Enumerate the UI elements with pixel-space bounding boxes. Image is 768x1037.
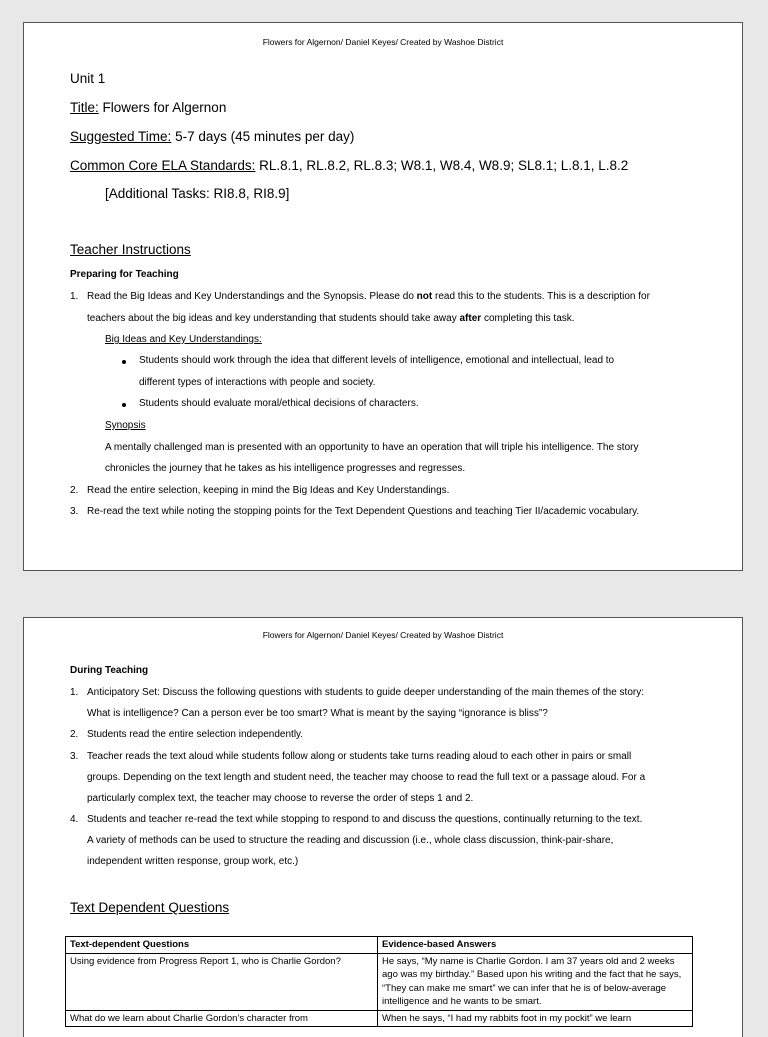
title-value: Flowers for Algernon <box>98 100 227 115</box>
during-step-3-line-1: Teacher reads the text aloud while students follow along or students take turns reading aloud to each other in pairs or small <box>87 751 632 762</box>
bullet-1-line-1: Students should work through the idea that different levels of intelligence, emotional and intellectual, lead to <box>139 355 615 366</box>
synopsis-line-1: A mentally challenged man is presented with an opportunity to have an operation that will triple his intelligence. The story <box>105 442 639 453</box>
during-step-3-line-3: particularly complex text, the teacher may choose to reverse the order of steps 1 and 2. <box>87 793 474 804</box>
step-3: Re-read the text while noting the stopping points for the Text Dependent Questions and teaching Tier II/academic vocabulary. <box>87 506 640 517</box>
answer-cell: When he says, “I had my rabbits foot in my pockit” we learn <box>378 1010 693 1027</box>
question-cell: Using evidence from Progress Report 1, who is Charlie Gordon? <box>66 953 378 1010</box>
during-step-2-number: 2. <box>70 729 79 740</box>
suggested-time-value: 5-7 days (45 minutes per day) <box>171 129 355 144</box>
document-page-1 <box>23 22 743 571</box>
during-step-3-line-2: groups. Depending on the text length and student need, the teacher may choose to read the full text or a passage aloud. For a <box>87 772 646 783</box>
text-dependent-questions-heading: Text Dependent Questions <box>70 900 230 915</box>
title-line <box>70 100 226 115</box>
step-1-line-1 <box>87 291 650 302</box>
during-step-4-line-3: independent written response, group work, etc.) <box>87 856 299 867</box>
during-step-1-number: 1. <box>70 687 79 698</box>
page-header: Flowers for Algernon/ Daniel Keyes/ Created by Washoe District <box>262 630 504 640</box>
title-label: Title: <box>70 100 99 115</box>
suggested-time-label: Suggested Time: <box>70 129 172 144</box>
document-page-2 <box>23 617 743 1037</box>
synopsis-heading: Synopsis <box>105 420 146 431</box>
page-header: Flowers for Algernon/ Daniel Keyes/ Created by Washoe District <box>262 37 504 47</box>
during-teaching-heading: During Teaching <box>70 665 149 676</box>
table-row <box>66 953 693 1010</box>
during-step-4-line-1: Students and teacher re-read the text while stopping to respond to and discuss the questions, continually returning to the text. <box>87 814 643 825</box>
bullet-2: Students should evaluate moral/ethical decisions of characters. <box>139 398 419 409</box>
step-1-not: not <box>416 291 433 302</box>
step-1-line-2-b: completing this task. <box>481 313 575 324</box>
during-step-4-number: 4. <box>70 814 79 825</box>
standards-value: RL.8.1, RL.8.2, RL.8.3; W8.1, W8.4, W8.9; SL8.1; L.8.1, L.8.2 <box>255 158 629 173</box>
bullet-1-line-2: different types of interactions with people and society. <box>139 377 376 388</box>
during-step-1-line-2: What is intelligence? Can a person ever be too smart? What is meant by the saying “ignorance is bliss”? <box>87 708 548 719</box>
preparing-heading: Preparing for Teaching <box>70 269 179 280</box>
during-step-3-number: 3. <box>70 751 79 762</box>
step-2-number: 2. <box>70 485 79 496</box>
step-1-line-2 <box>87 313 575 324</box>
step-2: Read the entire selection, keeping in mind the Big Ideas and Key Understandings. <box>87 485 450 496</box>
table-header-row <box>66 937 693 954</box>
during-step-1-line-1: Anticipatory Set: Discuss the following questions with students to guide deeper understanding of the main themes of the story: <box>87 687 644 698</box>
unit-label: Unit 1 <box>70 71 106 86</box>
big-ideas-heading: Big Ideas and Key Understandings: <box>105 334 262 345</box>
teacher-instructions-heading: Teacher Instructions <box>70 242 191 257</box>
suggested-time-line <box>70 129 354 144</box>
column-header-questions: Text-dependent Questions <box>66 937 378 954</box>
table-row <box>66 1010 693 1027</box>
during-step-4-line-2: A variety of methods can be used to structure the reading and discussion (i.e., whole class discussion, think-pair-share, <box>87 835 614 846</box>
additional-tasks: [Additional Tasks: RI8.8, RI8.9] <box>105 186 290 201</box>
text-dependent-questions-table <box>65 936 693 1027</box>
question-cell: What do we learn about Charlie Gordon’s character from <box>66 1010 378 1027</box>
standards-line <box>70 158 628 173</box>
standards-label: Common Core ELA Standards: <box>70 158 256 173</box>
step-1-text-b: read this to the students. This is a description for <box>432 291 650 302</box>
bullet-dot <box>122 360 126 364</box>
step-1-line-2-a: teachers about the big ideas and key understanding that students should take away <box>87 313 460 324</box>
bullet-dot <box>122 403 126 407</box>
synopsis-line-2: chronicles the journey that he takes as his intelligence progresses and regresses. <box>105 463 466 474</box>
answer-cell: He says, “My name is Charlie Gordon. I am 37 years old and 2 weeks ago was my birthday.” Based upon his writing and the fact that he says, “They can make me smart” we can infer that he is of below-average intelligence and he wants to be smart. <box>378 953 693 1010</box>
step-1-after: after <box>459 313 482 324</box>
during-step-2: Students read the entire selection independently. <box>87 729 304 740</box>
step-1-text-a: Read the Big Ideas and Key Understandings and the Synopsis. Please do <box>87 291 417 302</box>
step-3-number: 3. <box>70 506 79 517</box>
step-1-number: 1. <box>70 291 79 302</box>
column-header-answers: Evidence-based Answers <box>378 937 693 954</box>
